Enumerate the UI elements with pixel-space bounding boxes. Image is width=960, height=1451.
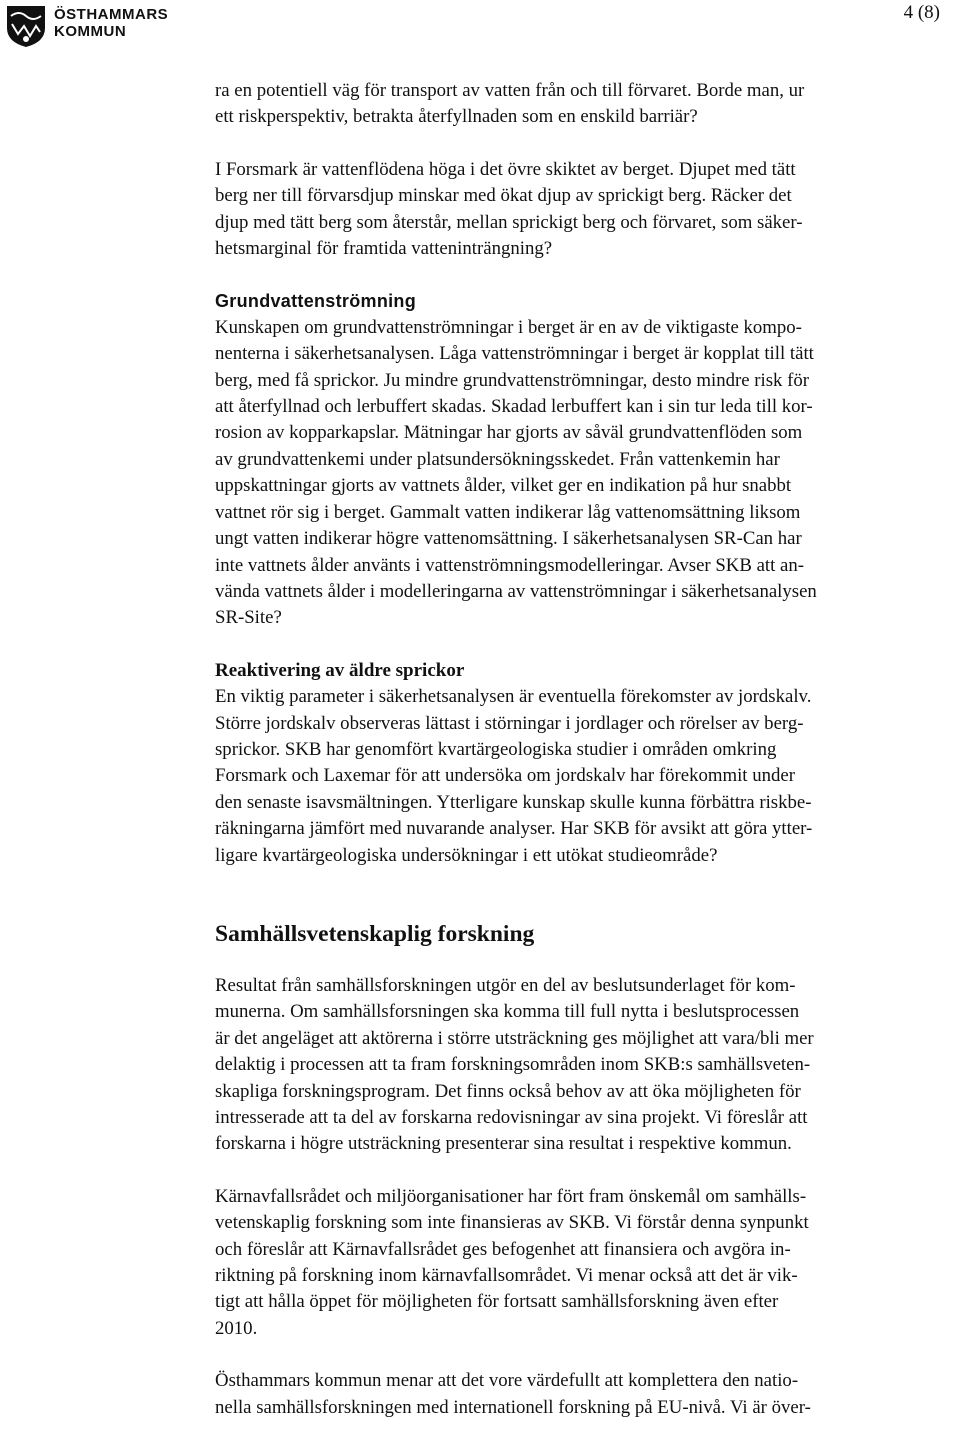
text-line: den senaste isavsmältningen. Ytterligare kunskap skulle kunna förbättra riskbe-	[215, 791, 812, 813]
text-line: skapliga forskningsprogram. Det finns också behov av att öka möjligheten för	[215, 1080, 801, 1102]
text-line: vetenskaplig forskning som inte finansieras av SKB. Vi förstår denna synpunkt	[215, 1212, 809, 1234]
text-line: vattnet rör sig i berget. Gammalt vatten indikerar låg vattenomsättning liksom	[215, 501, 801, 523]
text-line: nella samhällsforskningen med internationell forskning på EU-nivå. Vi är över-	[215, 1396, 811, 1418]
paragraph-grundvatten	[215, 315, 960, 632]
text-line: forskarna i högre utsträckning presenterar sina resultat i respektive kommun.	[215, 1133, 792, 1155]
text-line: är det angeläget att aktörerna i större utsträckning ges möjlighet att vara/bli mer	[215, 1027, 814, 1049]
text-line: berg ner till förvarsdjup minskar med ökat djup av sprickigt berg. Räcker det	[215, 185, 792, 207]
text-line: munerna. Om samhällsforsningen ska komma till full nytta i beslutsprocessen	[215, 1001, 800, 1023]
logo-text: ÖSTHAMMARS KOMMUN	[54, 6, 169, 40]
paragraph-osthammar	[215, 1368, 960, 1421]
municipality-logo	[4, 2, 184, 46]
paragraph-jordskalv	[215, 684, 960, 869]
paragraph-forsmark	[215, 157, 960, 263]
text-line: vända vattnets ålder i modelleringarna av vattenströmningar i säkerhetsanalysen	[215, 580, 817, 602]
paragraph-samhallsforskning	[215, 973, 960, 1158]
text-line: Resultat från samhällsforskningen utgör en del av beslutsunderlaget för kom-	[215, 974, 796, 996]
text-line: Kärnavfallsrådet och miljöorganisationer har fört fram önskemål om samhälls-	[215, 1185, 807, 1207]
paragraph-transport	[215, 78, 960, 131]
text-line: ra en potentiell väg för transport av vatten från och till förvaret. Borde man, ur	[215, 80, 805, 101]
heading-reaktivering: Reaktivering av äldre sprickor	[215, 659, 465, 681]
text-line: och föreslår att Kärnavfallsrådet ges befogenhet att finansiera och avgöra in-	[215, 1238, 791, 1260]
text-line: riktning på forskning inom kärnavfallsområdet. Vi menar också att det är vik-	[215, 1265, 798, 1287]
text-line: I Forsmark är vattenflödena höga i det övre skiktet av berget. Djupet med tätt	[215, 158, 796, 180]
text-line: rosion av kopparkapslar. Mätningar har gjorts av såväl grundvattenflöden som	[215, 422, 803, 444]
text-line: Kunskapen om grundvattenströmningar i berget är en av de viktigaste kompo-	[215, 316, 802, 338]
text-line: räkningarna jämfört med nuvarande analyser. Har SKB för avsikt att göra ytter-	[215, 818, 813, 840]
coat-of-arms-icon	[4, 4, 48, 48]
text-line: 2010.	[215, 1317, 258, 1339]
text-line: ligare kvartärgeologiska undersökningar i ett utökat studieområde?	[215, 844, 718, 866]
text-line: SR-Site?	[215, 607, 282, 629]
heading-grundvattenstromning: Grundvattenströmning	[215, 291, 417, 312]
text-line: Större jordskalv observeras lättast i störningar i jordlager och rörelser av berg-	[215, 712, 804, 734]
text-line: En viktig parameter i säkerhetsanalysen är eventuella förekomster av jordskalv.	[215, 686, 812, 708]
text-line: ungt vatten indikerar högre vattenomsättning. I säkerhetsanalysen SR-Can har	[215, 528, 802, 550]
text-line: tigt att hålla öppet för möjligheten för fortsatt samhällsforskning även efter	[215, 1291, 779, 1313]
heading-samhallsvetenskaplig: Samhällsvetenskaplig forskning	[215, 920, 535, 947]
text-line: Östhammars kommun menar att det vore värdefullt att komplettera den natio-	[215, 1370, 799, 1392]
text-line: av grundvattenkemi under platsundersökningsskedet. Från vattenkemin har	[215, 448, 780, 470]
text-line: delaktig i processen att ta fram forskningsområden inom SKB:s samhällsveten-	[215, 1054, 811, 1076]
text-line: hetsmarginal för framtida vatteninträngning?	[215, 238, 553, 260]
text-line: sprickor. SKB har genomfört kvartärgeologiska studier i områden omkring	[215, 738, 777, 760]
paragraph-karnavfallsradet	[215, 1184, 960, 1342]
text-line: djup med tätt berg som återstår, mellan sprickigt berg och förvaret, som säker-	[215, 211, 803, 233]
text-line: uppskattningar gjorts av vattnets ålder, vilket ger en indikation på hur snabbt	[215, 475, 792, 497]
text-line: att återfyllnad och lerbuffert skadas. Skadad lerbuffert kan i sin tur leda till kor-	[215, 396, 813, 418]
text-line: intresserade att ta del av forskarna redovisningar av sina projekt. Vi föreslår att	[215, 1107, 808, 1128]
text-line: nenterna i säkerhetsanalysen. Låga vattenströmningar i berget är kopplat till tätt	[215, 343, 814, 365]
text-line: inte vattnets ålder använts i vattenströmningsmodelleringar. Avser SKB att an-	[215, 554, 805, 576]
text-line: berg, med få sprickor. Ju mindre grundvattenströmningar, desto mindre risk för	[215, 369, 810, 391]
text-line: Forsmark och Laxemar för att undersöka om jordskalv har förekommit under	[215, 765, 795, 787]
page-number: 4 (8)	[903, 2, 940, 23]
document-body	[215, 78, 960, 1421]
text-line: ett riskperspektiv, betrakta återfyllnaden som en enskild barriär?	[215, 106, 698, 128]
